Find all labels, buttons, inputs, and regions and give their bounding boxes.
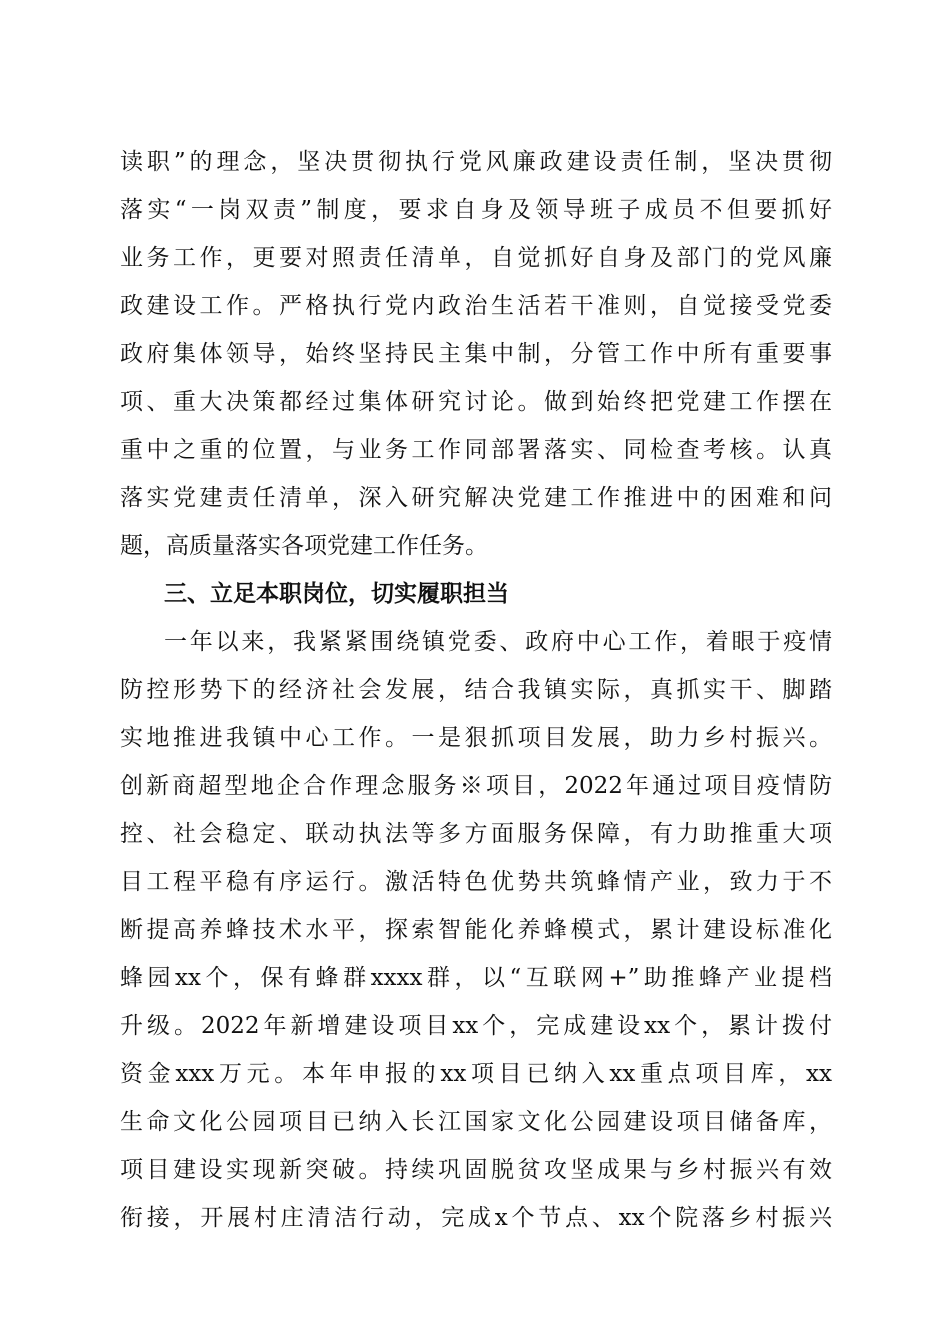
text-line: 防控形势下的经济社会发展，结合我镇实际，真抓实干、脚踏 <box>120 677 832 703</box>
text-line: 蜂园xx个，保有蜂群xxxx群，以“互联网+”助推蜂产业提档 <box>120 965 832 991</box>
paragraph-duties <box>120 618 832 1242</box>
text-line: 实地推进我镇中心工作。一是狠抓项目发展，助力乡村振兴。 <box>120 725 832 751</box>
text-line: 读职”的理念，坚决贯彻执行党风廉政建设责任制，坚决贯彻 <box>120 149 832 175</box>
text-line: 目工程平稳有序运行。激活特色优势共筑蜂情产业，致力于不 <box>120 869 832 895</box>
paragraph-party-responsibility <box>120 138 832 570</box>
text-line: 资金xxx万元。本年申报的xx项目已纳入xx重点项目库，xx <box>120 1061 832 1087</box>
text-line: 断提高养蜂技术水平，探索智能化养蜂模式，累计建设标准化 <box>120 917 832 943</box>
text-line: 业务工作，更要对照责任清单，自觉抓好自身及部门的党风廉 <box>120 245 832 271</box>
text-line: 控、社会稳定、联动执法等多方面服务保障，有力助推重大项 <box>120 821 832 847</box>
text-line: 升级。2022年新增建设项目xx个，完成建设xx个，累计拨付 <box>120 1013 832 1039</box>
text-line: 生命文化公园项目已纳入长江国家文化公园建设项目储备库， <box>120 1109 832 1135</box>
text-line: 项目建设实现新突破。持续巩固脱贫攻坚成果与乡村振兴有效 <box>120 1157 832 1183</box>
text-line: 政府集体领导，始终坚持民主集中制，分管工作中所有重要事 <box>120 341 832 367</box>
text-line: 重中之重的位置，与业务工作同部署落实、同检查考核。认真 <box>120 437 832 463</box>
text-line: 题，高质量落实各项党建工作任务。 <box>120 533 488 559</box>
text-line: 创新商超型地企合作理念服务※项目，2022年通过项目疫情防 <box>120 773 832 799</box>
text-line: 落实“一岗双责”制度，要求自身及领导班子成员不但要抓好 <box>120 197 832 223</box>
text-line: 落实党建责任清单，深入研究解决党建工作推进中的困难和问 <box>120 485 832 511</box>
text-line: 衔接，开展村庄清洁行动，完成x个节点、xx个院落乡村振兴 <box>120 1205 832 1231</box>
section-heading: 三、立足本职岗位，切实履职担当 <box>164 581 509 607</box>
text-line: 政建设工作。严格执行党内政治生活若干准则，自觉接受党委 <box>120 293 832 319</box>
text-line: 项、重大决策都经过集体研究讨论。做到始终把党建工作摆在 <box>120 389 832 415</box>
document-body <box>120 138 832 1242</box>
text-line: 一年以来，我紧紧围绕镇党委、政府中心工作，着眼于疫情 <box>164 629 832 655</box>
